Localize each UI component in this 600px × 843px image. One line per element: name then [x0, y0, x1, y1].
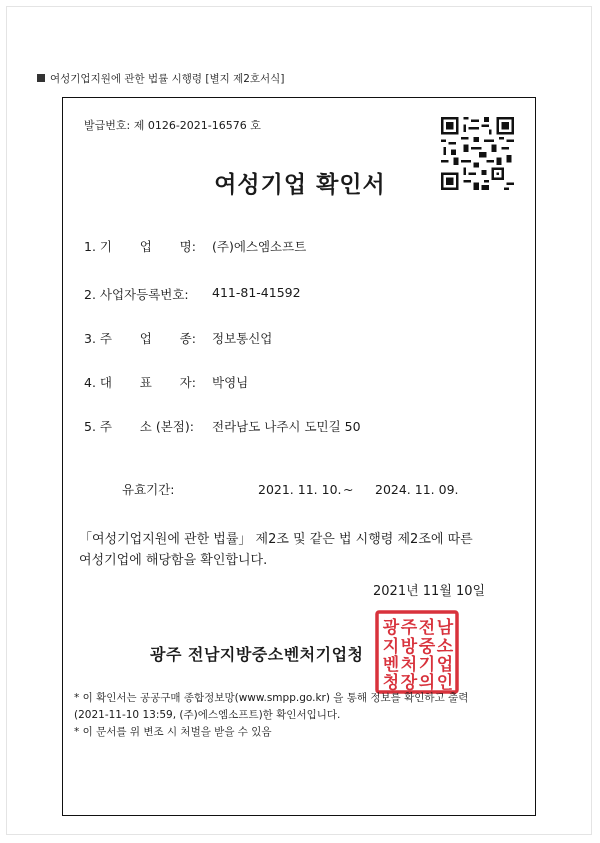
svg-text:기: 기 [418, 655, 436, 675]
issue-date: 2021년 11월 10일 [373, 584, 486, 599]
validity-separator: ~ [343, 482, 354, 497]
body-text-line: 여성기업에 해당함을 확인합니다. [79, 553, 268, 568]
footnote: * 이 확인서는 공공구매 종합정보망(www.smpp.go.kr) 을 통해 정보를 확인하고 출력 [74, 692, 469, 704]
field-label-company: 1. 기 업 명: [84, 239, 196, 254]
svg-text:소: 소 [436, 637, 454, 657]
form-note-text: 여성기업지원에 관한 법률 시행령 [별지 제2호서식] [50, 73, 285, 85]
svg-text:남: 남 [436, 618, 454, 638]
field-label-address: 5. 주 소 (본점): [84, 419, 194, 434]
field-value-company: (주)에스엠소프트 [212, 239, 307, 254]
validity-to: 2024. 11. 09. [375, 482, 459, 497]
svg-text:처: 처 [400, 655, 418, 675]
field-value-representative: 박영님 [212, 375, 249, 390]
svg-text:업: 업 [436, 655, 454, 675]
svg-text:광: 광 [382, 618, 400, 638]
svg-text:벤: 벤 [382, 655, 400, 675]
svg-text:방: 방 [400, 637, 418, 657]
field-value-registration: 411-81-41592 [212, 285, 301, 300]
field-value-industry: 정보통신업 [212, 331, 273, 346]
validity-from: 2021. 11. 10. [258, 482, 342, 497]
field-value-address: 전라남도 나주시 도민길 50 [212, 419, 361, 434]
form-note [37, 71, 284, 86]
field-label-industry: 3. 주 업 종: [84, 331, 196, 346]
field-label-representative: 4. 대 표 자: [84, 375, 196, 390]
field-label-registration: 2. 사업자등록번호: [84, 287, 189, 302]
svg-text:전: 전 [418, 618, 436, 638]
footnote: (2021-11-10 13:59, (주)에스엠소프트)한 확인서입니다. [74, 709, 341, 721]
svg-text:장: 장 [400, 673, 418, 693]
issue-number: 발급번호: 제 0126-2021-16576 호 [84, 119, 261, 132]
svg-text:주: 주 [400, 618, 418, 638]
svg-text:중: 중 [418, 637, 436, 657]
document-title: 여성기업 확인서 [214, 172, 386, 198]
svg-text:인: 인 [436, 673, 454, 693]
body-text-line: 「여성기업지원에 관한 법률」 제2조 및 같은 법 시행령 제2조에 따른 [79, 532, 473, 547]
official-seal-stamp [374, 609, 460, 695]
square-bullet-icon [37, 74, 45, 82]
svg-text:의: 의 [418, 673, 436, 693]
issuing-authority: 광주 전남지방중소벤처기업청 [150, 645, 364, 664]
validity-label: 유효기간: [122, 482, 175, 497]
footnote: * 이 문서를 위 변조 시 처벌을 받을 수 있음 [74, 726, 272, 738]
svg-text:청: 청 [382, 673, 400, 693]
svg-text:지: 지 [382, 637, 400, 657]
